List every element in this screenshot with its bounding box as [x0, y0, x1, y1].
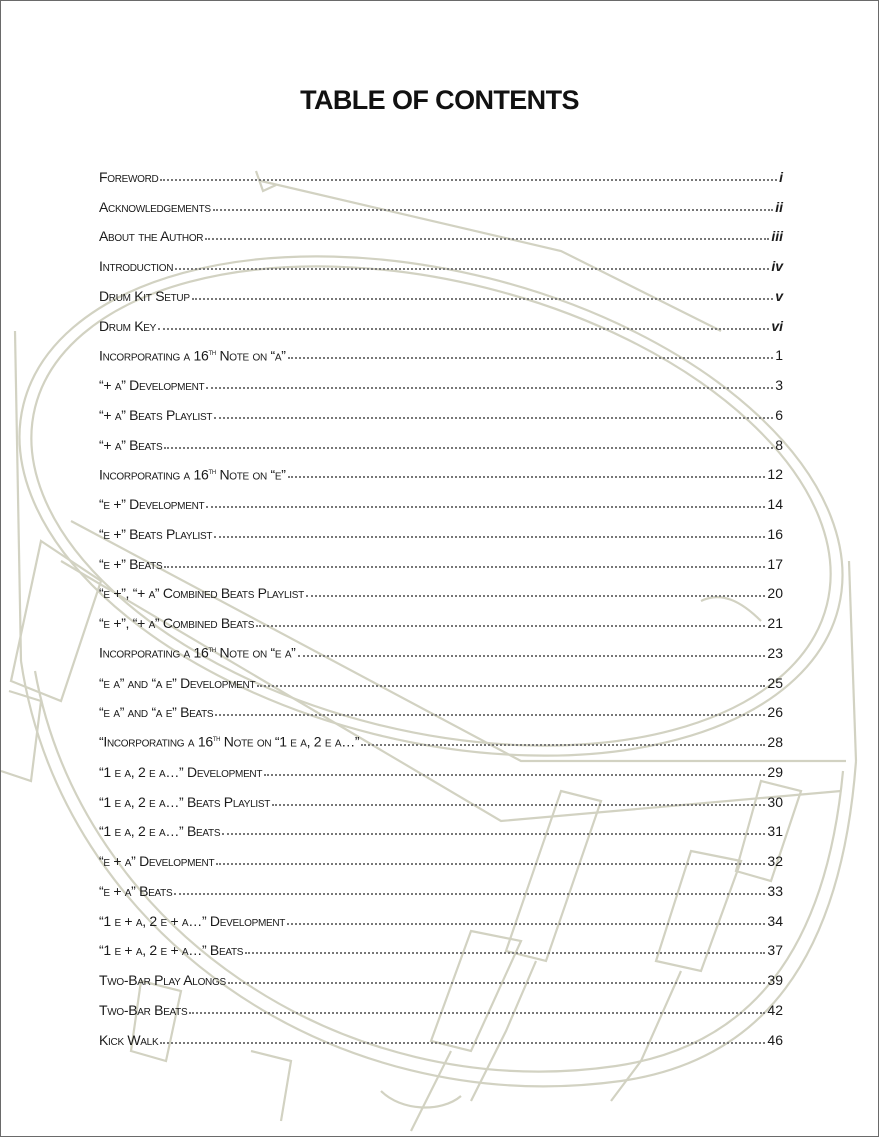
toc-entry-title: “1 e a, 2 e a…” Beats Playlist — [99, 793, 271, 810]
dot-leader — [264, 774, 765, 776]
toc-entry-title: “1 e + a, 2 e + a…” Development — [99, 912, 286, 929]
toc-entry[interactable] — [99, 691, 783, 721]
toc-page-number: 21 — [767, 615, 783, 631]
toc-entry[interactable] — [99, 720, 783, 750]
dot-leader — [164, 447, 773, 449]
toc-page-number: 6 — [775, 406, 783, 423]
dot-leader — [158, 328, 769, 330]
toc-entry-title: Acknowledgements — [99, 198, 211, 215]
toc-entry-title: “e +”, “+ a” Combined Beats — [99, 615, 255, 631]
toc-entry[interactable] — [99, 512, 783, 542]
dot-leader — [298, 655, 766, 657]
toc-entry-title: Drum Key — [99, 317, 157, 334]
toc-page-number: 23 — [767, 644, 783, 661]
toc-entry-title: “e a” and “a e” Beats — [99, 704, 214, 721]
toc-entry[interactable] — [99, 572, 783, 602]
toc-entry-title: “+ a” Beats — [99, 436, 163, 453]
toc-page-number: i — [779, 168, 783, 185]
toc-page-number: 29 — [767, 763, 783, 780]
dot-leader — [206, 387, 773, 389]
toc-entry-title: “1 e a, 2 e a…” Development — [99, 763, 263, 780]
toc-page-number: 14 — [767, 496, 783, 512]
toc-page-number: iii — [771, 228, 783, 245]
toc-entry[interactable] — [99, 929, 783, 959]
toc-entry[interactable] — [99, 899, 783, 929]
toc-page-number: 46 — [767, 1031, 783, 1048]
dot-leader — [160, 1042, 765, 1044]
toc-page-number: 25 — [767, 674, 783, 691]
dot-leader — [257, 685, 765, 687]
toc-entry[interactable] — [99, 423, 783, 453]
dot-leader — [245, 952, 765, 954]
toc-entry-title: “e +” Beats Playlist — [99, 525, 213, 542]
toc-page-number: 30 — [767, 793, 783, 810]
toc-entry[interactable] — [99, 601, 783, 631]
toc-page-number: ii — [775, 198, 783, 215]
toc-page-number: 17 — [767, 555, 783, 572]
toc-page-number: 33 — [767, 882, 783, 899]
toc-entry[interactable] — [99, 185, 783, 215]
toc-page-number: 20 — [767, 585, 783, 602]
dot-leader — [214, 417, 773, 419]
toc-entry-title: Incorporating a 16th Note on “e” — [99, 465, 286, 483]
toc-entry-title: Incorporating a 16th Note on “a” — [99, 346, 286, 364]
table-of-contents — [99, 155, 783, 1048]
toc-entry[interactable] — [99, 810, 783, 840]
toc-entry[interactable] — [99, 304, 783, 334]
dot-leader — [222, 833, 765, 835]
toc-page-number: 31 — [767, 823, 783, 840]
toc-page-number: 32 — [767, 853, 783, 869]
toc-page-number: 16 — [767, 525, 783, 542]
dot-leader — [256, 625, 765, 627]
toc-entry[interactable] — [99, 244, 783, 274]
dot-leader — [175, 268, 769, 270]
dot-leader — [174, 893, 765, 895]
dot-leader — [288, 357, 774, 359]
toc-entry[interactable] — [99, 542, 783, 572]
toc-entry[interactable] — [99, 334, 783, 364]
toc-entry-title: “e +” Development — [99, 496, 205, 512]
toc-entry-title: Incorporating a 16th Note on “e a” — [99, 644, 296, 661]
toc-entry[interactable] — [99, 215, 783, 245]
dot-leader — [216, 863, 765, 865]
dot-leader — [215, 714, 765, 716]
toc-entry-title: Kick Walk — [99, 1031, 159, 1048]
dot-leader — [288, 476, 766, 478]
dot-leader — [192, 298, 774, 300]
toc-entry[interactable] — [99, 393, 783, 423]
toc-entry[interactable] — [99, 453, 783, 483]
toc-entry-title: “+ a” Development — [99, 377, 205, 393]
toc-entry[interactable] — [99, 988, 783, 1018]
toc-entry-title: “1 e a, 2 e a…” Beats — [99, 823, 221, 840]
toc-page-number: 26 — [767, 704, 783, 721]
toc-entry-title: “+ a” Beats Playlist — [99, 406, 213, 423]
toc-page-number: 39 — [767, 972, 783, 988]
toc-entry[interactable] — [99, 780, 783, 810]
toc-entry[interactable] — [99, 1018, 783, 1048]
toc-page-number: 1 — [775, 347, 783, 364]
toc-entry-title: Two-Bar Play Alongs — [99, 972, 226, 988]
dot-leader — [189, 1012, 765, 1014]
toc-entry-title: “e + a” Development — [99, 853, 215, 869]
toc-entry-title: “Incorporating a 16th Note on “1 e a, 2 e a…” — [99, 733, 360, 750]
toc-page-number: v — [775, 287, 783, 304]
dot-leader — [272, 804, 765, 806]
toc-entry-title: “e + a” Beats — [99, 882, 173, 899]
toc-page-number: iv — [771, 258, 783, 274]
toc-entry-title: Foreword — [99, 168, 159, 185]
dot-leader — [287, 923, 765, 925]
dot-leader — [160, 179, 777, 181]
dot-leader — [228, 982, 766, 984]
toc-entry[interactable] — [99, 661, 783, 691]
toc-entry[interactable] — [99, 750, 783, 780]
dot-leader — [306, 595, 766, 597]
toc-page-number: 12 — [767, 466, 783, 483]
toc-entry-title: Drum Kit Setup — [99, 287, 190, 304]
toc-entry[interactable] — [99, 839, 783, 869]
toc-page-number: vi — [771, 317, 783, 334]
toc-entry[interactable] — [99, 363, 783, 393]
toc-entry-title: Introduction — [99, 258, 174, 274]
toc-page-number: 28 — [767, 734, 783, 750]
dot-leader — [213, 209, 773, 211]
toc-entry-title: “1 e + a, 2 e + a…” Beats — [99, 942, 244, 959]
page-title: TABLE OF CONTENTS — [300, 85, 579, 115]
toc-page-number: 8 — [775, 436, 783, 453]
toc-page-number: 42 — [767, 1001, 783, 1018]
toc-page-number: 34 — [767, 912, 783, 929]
toc-entry[interactable] — [99, 274, 783, 304]
dot-leader — [164, 566, 765, 568]
toc-page-number: 37 — [767, 942, 783, 959]
toc-entry-title: Two-Bar Beats — [99, 1001, 188, 1018]
toc-entry[interactable] — [99, 482, 783, 512]
toc-entry[interactable] — [99, 155, 783, 185]
dot-leader — [361, 744, 765, 746]
toc-entry-title: “e a” and “a e” Development — [99, 674, 256, 691]
toc-entry-title: “e +” Beats — [99, 555, 163, 572]
toc-entry[interactable] — [99, 631, 783, 661]
dot-leader — [214, 536, 765, 538]
toc-entry[interactable] — [99, 958, 783, 988]
dot-leader — [205, 238, 769, 240]
dot-leader — [206, 506, 765, 508]
toc-entry[interactable] — [99, 869, 783, 899]
toc-entry-title: About the Author — [99, 228, 204, 245]
toc-entry-title: “e +”, “+ a” Combined Beats Playlist — [99, 585, 304, 602]
toc-page-number: 3 — [775, 377, 783, 393]
